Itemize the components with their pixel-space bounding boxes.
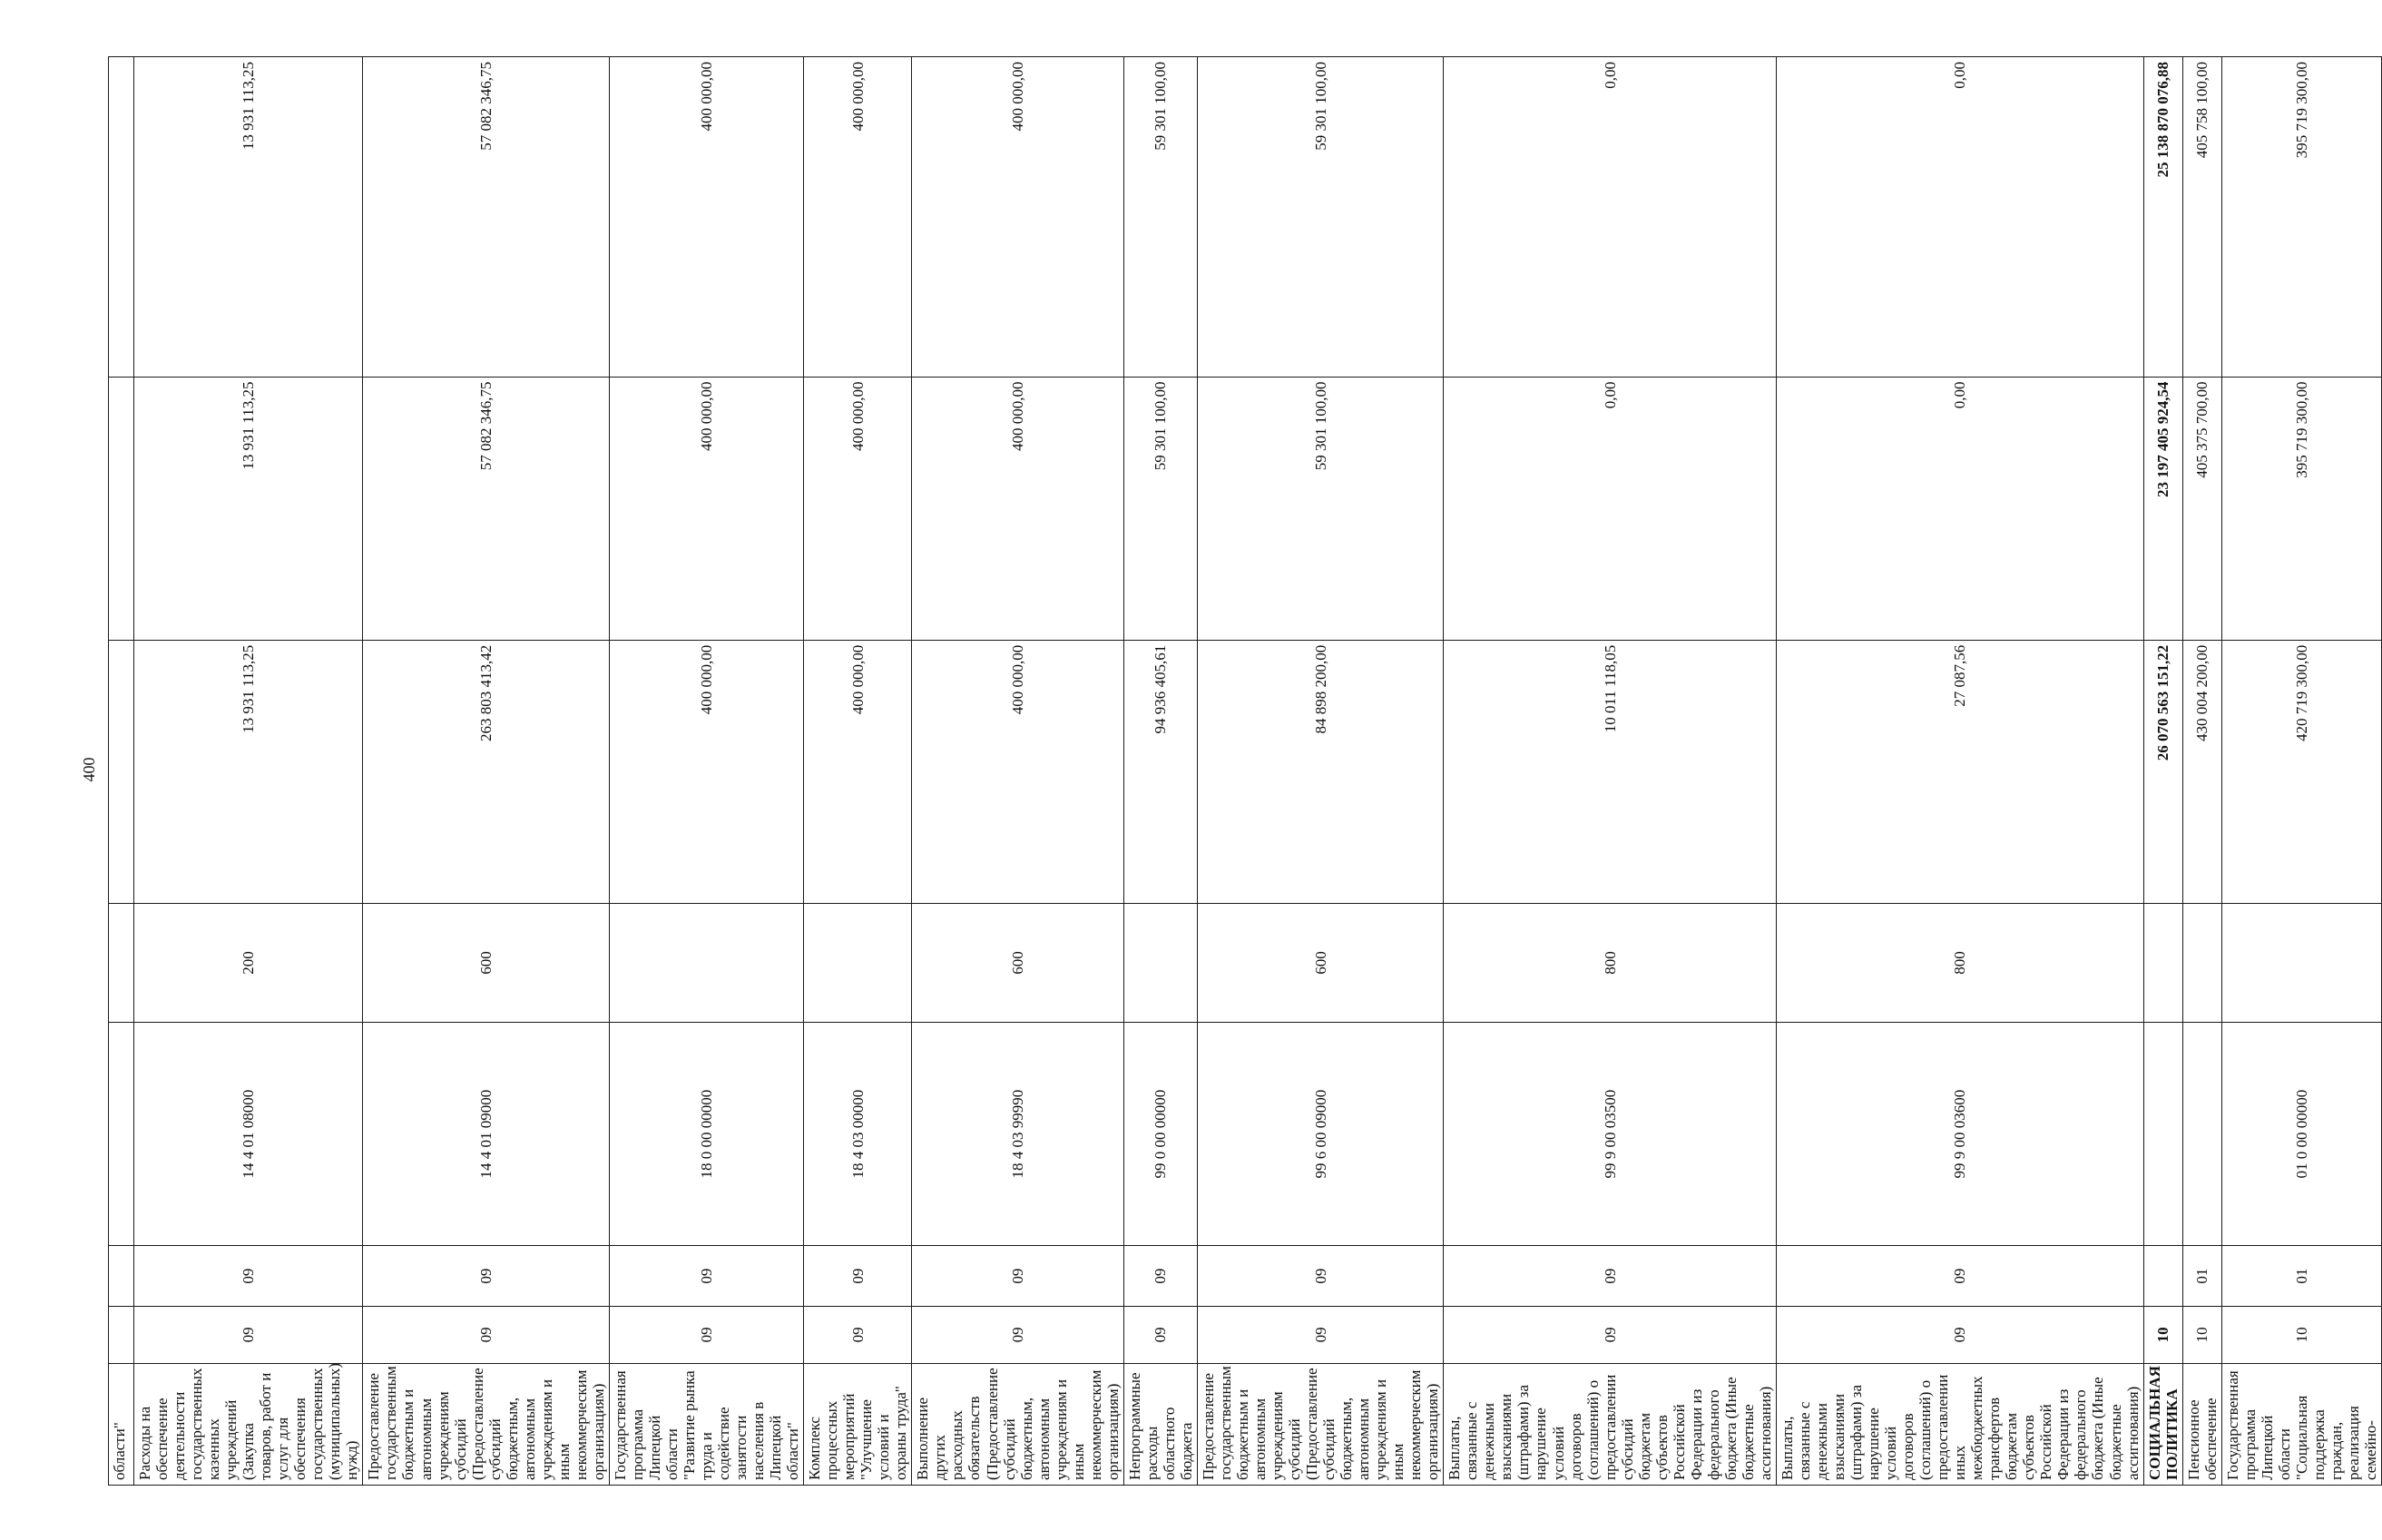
cell-section: 10 — [2143, 1307, 2182, 1363]
cell-year1: 400 000,00 — [609, 640, 803, 903]
cell-expense-type: 600 — [912, 903, 1123, 1022]
cell-year1: 94 936 405,61 — [1123, 640, 1197, 903]
rotated-table-wrapper — [108, 56, 2379, 1486]
cell-year3: 59 301 100,00 — [1123, 57, 1197, 378]
table-row — [2221, 57, 2381, 1486]
cell-year1: 420 719 300,00 — [2221, 640, 2381, 903]
cell-subsection: 09 — [1123, 1246, 1197, 1307]
cell-year3: 13 931 113,25 — [134, 57, 363, 378]
cell-section: 10 — [2182, 1307, 2221, 1363]
cell-section — [109, 1307, 134, 1363]
table-row — [134, 57, 363, 1486]
cell-target-article: 18 4 03 00000 — [804, 1023, 912, 1246]
cell-name: Выплаты, связанные с денежными взысканиями (штрафами) за нарушение условий договоров (соглашений) о предоставлении иных межбюджетных трансфертов бюджетам субъектов Российской Федерации из федерального бюджета (Иные бюджетные ассигнования) — [1776, 1363, 2143, 1485]
table-row — [109, 57, 134, 1486]
cell-year3: 405 758 100,00 — [2182, 57, 2221, 378]
cell-year3: 59 301 100,00 — [1197, 57, 1443, 378]
cell-target-article: 01 0 00 00000 — [2221, 1023, 2381, 1246]
cell-year3: 400 000,00 — [804, 57, 912, 378]
table-row — [912, 57, 1123, 1486]
cell-subsection — [109, 1246, 134, 1307]
cell-name: Государственная программа Липецкой области "Развитие рынка труда и содействие занятости населения в Липецкой области" — [609, 1363, 803, 1485]
cell-subsection: 09 — [134, 1246, 363, 1307]
cell-target-article — [109, 1023, 134, 1246]
cell-year1: 84 898 200,00 — [1197, 640, 1443, 903]
cell-year3: 0,00 — [1444, 57, 1777, 378]
cell-name: СОЦИАЛЬНАЯ ПОЛИТИКА — [2143, 1363, 2182, 1485]
cell-section: 09 — [1444, 1307, 1777, 1363]
table-row — [1444, 57, 1777, 1486]
cell-year3: 400 000,00 — [609, 57, 803, 378]
cell-expense-type: 600 — [363, 903, 609, 1022]
cell-subsection: 01 — [2221, 1246, 2381, 1307]
cell-year2: 13 931 113,25 — [134, 377, 363, 640]
cell-target-article — [2143, 1023, 2182, 1246]
cell-year2: 400 000,00 — [804, 377, 912, 640]
table-row — [609, 57, 803, 1486]
cell-year2: 405 375 700,00 — [2182, 377, 2221, 640]
cell-year2: 59 301 100,00 — [1197, 377, 1443, 640]
cell-subsection: 09 — [609, 1246, 803, 1307]
cell-name: Выполнение других расходных обязательств (Предоставление субсидий бюджетным, автономным учреждениям и иным некоммерческим организациям) — [912, 1363, 1123, 1485]
cell-year1: 13 931 113,25 — [134, 640, 363, 903]
cell-year3: 57 082 346,75 — [363, 57, 609, 378]
cell-subsection: 09 — [1444, 1246, 1777, 1307]
cell-year3 — [109, 57, 134, 378]
cell-target-article: 14 4 01 08000 — [134, 1023, 363, 1246]
cell-subsection: 09 — [912, 1246, 1123, 1307]
cell-year3: 0,00 — [1776, 57, 2143, 378]
cell-expense-type — [609, 903, 803, 1022]
table-row — [2143, 57, 2182, 1486]
cell-year3: 25 138 870 076,88 — [2143, 57, 2182, 378]
cell-target-article: 14 4 01 09000 — [363, 1023, 609, 1246]
cell-year1: 27 087,56 — [1776, 640, 2143, 903]
cell-expense-type — [2221, 903, 2381, 1022]
page-number: 400 — [80, 757, 98, 782]
cell-year1: 430 004 200,00 — [2182, 640, 2221, 903]
cell-expense-type — [804, 903, 912, 1022]
cell-year2: 400 000,00 — [912, 377, 1123, 640]
cell-section: 10 — [2221, 1307, 2381, 1363]
cell-section: 09 — [1776, 1307, 2143, 1363]
cell-year1: 26 070 563 151,22 — [2143, 640, 2182, 903]
cell-year2: 395 719 300,00 — [2221, 377, 2381, 640]
cell-name: Непрограммные расходы областного бюджета — [1123, 1363, 1197, 1485]
table-body — [109, 57, 2382, 1486]
table-row — [2182, 57, 2221, 1486]
cell-section: 09 — [363, 1307, 609, 1363]
cell-name: Пенсионное обеспечение — [2182, 1363, 2221, 1485]
cell-year1 — [109, 640, 134, 903]
cell-section: 09 — [609, 1307, 803, 1363]
cell-name: Предоставление государственным бюджетным и автономным учреждениям субсидий (Предоставление субсидий бюджетным, автономным учреждениям и иным некоммерческим организациям) — [1197, 1363, 1443, 1485]
cell-subsection: 01 — [2182, 1246, 2221, 1307]
cell-subsection — [2143, 1246, 2182, 1307]
cell-expense-type — [2143, 903, 2182, 1022]
cell-year2: 23 197 405 924,54 — [2143, 377, 2182, 640]
cell-subsection: 09 — [1776, 1246, 2143, 1307]
cell-subsection: 09 — [363, 1246, 609, 1307]
cell-year3: 400 000,00 — [912, 57, 1123, 378]
cell-expense-type: 200 — [134, 903, 363, 1022]
cell-section: 09 — [912, 1307, 1123, 1363]
cell-subsection: 09 — [1197, 1246, 1443, 1307]
table-row — [1776, 57, 2143, 1486]
cell-name: области" — [109, 1363, 134, 1485]
cell-year3: 395 719 300,00 — [2221, 57, 2381, 378]
table-row — [804, 57, 912, 1486]
cell-target-article: 99 0 00 00000 — [1123, 1023, 1197, 1246]
cell-year2: 0,00 — [1444, 377, 1777, 640]
cell-name: Расходы на обеспечение деятельности государственных казенных учреждений (Закупка товаров, работ и услуг для обеспечения государственных (муниципальных) нужд) — [134, 1363, 363, 1485]
cell-name: Предоставление государственным бюджетным и автономным учреждениям субсидий (Предоставление субсидий бюджетным, автономным учреждениям и иным некоммерческим организациям) — [363, 1363, 609, 1485]
cell-section: 09 — [804, 1307, 912, 1363]
cell-year1: 400 000,00 — [912, 640, 1123, 903]
cell-name: Государственная программа Липецкой области "Социальная поддержка граждан, реализация семейно- — [2221, 1363, 2381, 1485]
cell-year1: 10 011 118,05 — [1444, 640, 1777, 903]
cell-target-article: 99 9 00 03500 — [1444, 1023, 1777, 1246]
table-row — [1197, 57, 1443, 1486]
cell-target-article: 99 6 00 09000 — [1197, 1023, 1443, 1246]
cell-expense-type — [1123, 903, 1197, 1022]
cell-name: Комплекс процессных мероприятий "Улучшение условий и охраны труда" — [804, 1363, 912, 1485]
cell-year1: 400 000,00 — [804, 640, 912, 903]
cell-section: 09 — [134, 1307, 363, 1363]
cell-year2 — [109, 377, 134, 640]
budget-table — [108, 56, 2382, 1486]
cell-expense-type: 600 — [1197, 903, 1443, 1022]
cell-year2: 0,00 — [1776, 377, 2143, 640]
cell-year2: 400 000,00 — [609, 377, 803, 640]
cell-target-article — [2182, 1023, 2221, 1246]
cell-expense-type — [2182, 903, 2221, 1022]
cell-name: Выплаты, связанные с денежными взысканиями (штрафами) за нарушение условий договоров (соглашений) о предоставлении субсидий бюджетам субъектов Российской Федерации из федерального бюджета (Иные бюджетные ассигнования) — [1444, 1363, 1777, 1485]
cell-year2: 59 301 100,00 — [1123, 377, 1197, 640]
table-row — [1123, 57, 1197, 1486]
cell-subsection: 09 — [804, 1246, 912, 1307]
cell-section: 09 — [1123, 1307, 1197, 1363]
table-row — [363, 57, 609, 1486]
cell-expense-type: 800 — [1776, 903, 2143, 1022]
cell-year1: 263 803 413,42 — [363, 640, 609, 903]
cell-target-article: 99 9 00 03600 — [1776, 1023, 2143, 1246]
cell-target-article: 18 0 00 00000 — [609, 1023, 803, 1246]
cell-target-article: 18 4 03 99990 — [912, 1023, 1123, 1246]
cell-year2: 57 082 346,75 — [363, 377, 609, 640]
cell-expense-type — [109, 903, 134, 1022]
cell-expense-type: 800 — [1444, 903, 1777, 1022]
cell-section: 09 — [1197, 1307, 1443, 1363]
